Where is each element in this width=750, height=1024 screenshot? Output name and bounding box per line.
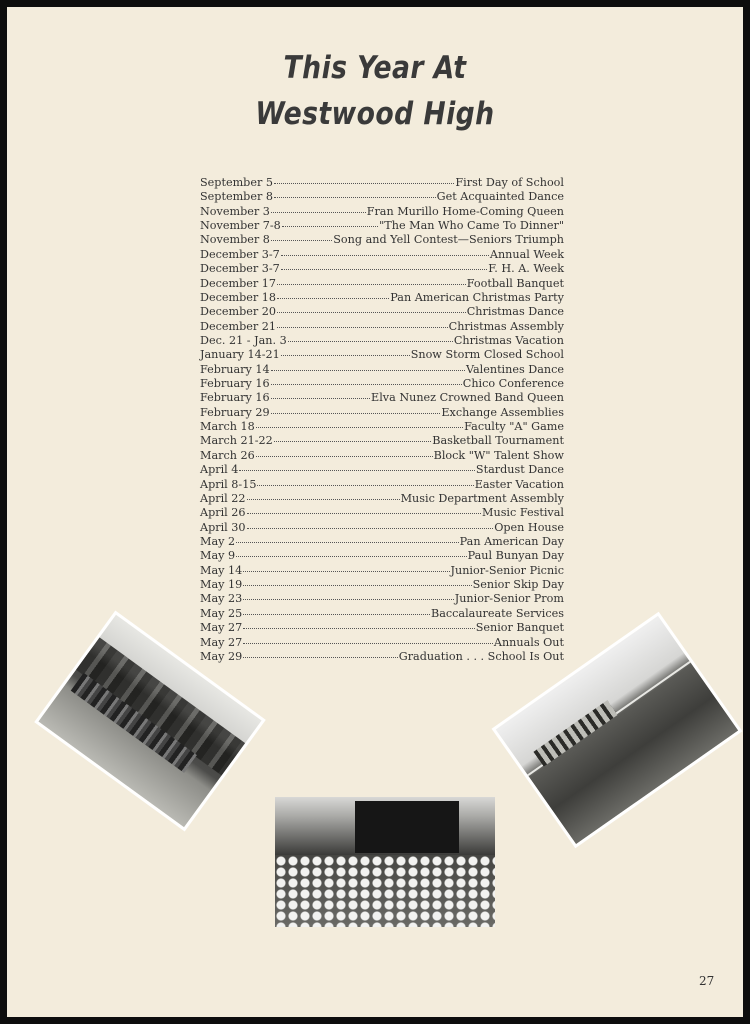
leader-dots	[271, 412, 441, 414]
event-date: February 16	[200, 391, 270, 405]
event-row	[200, 363, 564, 377]
event-row	[200, 334, 564, 348]
event-name: Senior Skip Day	[472, 578, 564, 592]
leader-dots	[271, 239, 332, 241]
leader-dots	[236, 541, 459, 543]
leader-dots	[243, 613, 430, 615]
event-date: March 18	[200, 420, 255, 434]
event-name: Christmas Dance	[466, 305, 564, 319]
event-row	[200, 190, 564, 204]
event-date: May 2	[200, 534, 236, 548]
title-line-1: This Year At	[283, 50, 467, 86]
event-name: Chico Conference	[462, 377, 564, 391]
leader-dots	[271, 369, 465, 371]
event-date: May 23	[200, 592, 243, 606]
leader-dots	[271, 397, 370, 399]
event-row	[200, 176, 564, 190]
event-name: Senior Banquet	[475, 621, 564, 635]
leader-dots	[282, 225, 378, 227]
event-row	[200, 205, 564, 219]
event-name: Junior-Senior Picnic	[450, 563, 564, 577]
event-row	[200, 449, 564, 463]
event-name: Snow Storm Closed School	[410, 348, 564, 362]
event-name: Music Department Assembly	[400, 491, 564, 505]
event-row	[200, 636, 564, 650]
leader-dots	[277, 311, 466, 313]
event-name: Pan American Day	[459, 534, 564, 548]
event-name: Music Festival	[482, 506, 564, 520]
event-row	[200, 277, 564, 291]
leader-dots	[257, 484, 473, 486]
event-name: Christmas Assembly	[448, 319, 564, 333]
leader-dots	[281, 354, 410, 356]
event-date: March 26	[200, 448, 255, 462]
event-date: May 19	[200, 578, 243, 592]
leader-dots	[277, 326, 448, 328]
event-date: December 3-7	[200, 247, 280, 261]
leader-dots	[243, 598, 453, 600]
leader-dots	[239, 469, 475, 471]
event-name: Christmas Vacation	[453, 333, 564, 347]
event-name: Annual Week	[489, 247, 564, 261]
event-date: November 3	[200, 204, 270, 218]
events-calendar	[200, 176, 564, 664]
event-row	[200, 291, 564, 305]
event-date: November 8	[200, 233, 270, 247]
event-row	[200, 650, 564, 664]
event-date: April 26	[200, 506, 246, 520]
assembly-photo	[275, 797, 495, 927]
event-date: May 27	[200, 621, 243, 635]
event-name: Elva Nunez Crowned Band Queen	[371, 391, 564, 405]
leader-dots	[247, 527, 494, 529]
event-row	[200, 521, 564, 535]
leader-dots	[243, 570, 449, 572]
event-row	[200, 233, 564, 247]
event-date: September 8	[200, 190, 273, 204]
event-row	[200, 406, 564, 420]
leader-dots	[274, 440, 431, 442]
event-name: Fran Murillo Home-Coming Queen	[366, 204, 564, 218]
event-date: March 21-22	[200, 434, 273, 448]
event-date: May 9	[200, 549, 236, 563]
event-row	[200, 549, 564, 563]
event-name: Faculty "A" Game	[464, 420, 564, 434]
leader-dots	[281, 254, 489, 256]
event-row	[200, 535, 564, 549]
event-date: May 27	[200, 635, 243, 649]
leader-dots	[236, 555, 466, 557]
event-row	[200, 420, 564, 434]
event-name: Football Banquet	[466, 276, 564, 290]
event-row	[200, 621, 564, 635]
event-row	[200, 219, 564, 233]
event-date: May 29	[200, 649, 243, 663]
event-date: December 18	[200, 290, 277, 304]
leader-dots	[288, 340, 453, 342]
yearbook-page	[7, 7, 743, 1017]
event-name: "The Man Who Came To Dinner"	[379, 219, 564, 233]
leader-dots	[271, 383, 462, 385]
event-row	[200, 492, 564, 506]
page-title	[59, 45, 692, 137]
leader-dots	[277, 297, 389, 299]
event-name: Graduation . . . School Is Out	[398, 649, 564, 663]
event-name: Junior-Senior Prom	[454, 592, 564, 606]
event-date: May 14	[200, 563, 243, 577]
leader-dots	[247, 512, 481, 514]
event-name: Paul Bunyan Day	[467, 549, 564, 563]
event-row	[200, 305, 564, 319]
event-name: Block "W" Talent Show	[433, 448, 564, 462]
event-name: F. H. A. Week	[488, 262, 564, 276]
leader-dots	[243, 584, 471, 586]
event-row	[200, 248, 564, 262]
event-name: Stardust Dance	[475, 463, 564, 477]
event-row	[200, 578, 564, 592]
event-date: April 8-15	[200, 477, 257, 491]
event-row	[200, 564, 564, 578]
event-name: Valentines Dance	[465, 362, 564, 376]
event-date: December 20	[200, 305, 277, 319]
event-date: September 5	[200, 176, 273, 189]
event-row	[200, 320, 564, 334]
leader-dots	[274, 182, 454, 184]
event-date: November 7-8	[200, 219, 281, 233]
event-row	[200, 262, 564, 276]
event-date: February 16	[200, 377, 270, 391]
leader-dots	[271, 211, 366, 213]
event-name: Pan American Christmas Party	[390, 290, 564, 304]
event-date: February 14	[200, 362, 270, 376]
event-date: April 4	[200, 463, 239, 477]
event-date: January 14-21	[200, 348, 280, 362]
event-row	[200, 434, 564, 448]
event-row	[200, 391, 564, 405]
leader-dots	[274, 196, 436, 198]
event-name: Basketball Tournament	[432, 434, 564, 448]
event-row	[200, 463, 564, 477]
page-number: 27	[699, 974, 715, 988]
event-row	[200, 592, 564, 606]
event-name: Easter Vacation	[474, 477, 564, 491]
leader-dots	[243, 642, 493, 644]
event-date: April 30	[200, 520, 246, 534]
event-name: Get Acquainted Dance	[436, 190, 564, 204]
leader-dots	[247, 498, 400, 500]
leader-dots	[256, 426, 463, 428]
event-name: Open House	[494, 520, 564, 534]
event-date: December 17	[200, 276, 277, 290]
event-date: May 25	[200, 606, 243, 620]
event-date: Dec. 21 - Jan. 3	[200, 333, 287, 347]
event-row	[200, 607, 564, 621]
event-date: December 21	[200, 319, 277, 333]
event-name: Annuals Out	[493, 635, 564, 649]
event-row	[200, 506, 564, 520]
leader-dots	[243, 656, 398, 658]
event-name: First Day of School	[455, 176, 564, 189]
leader-dots	[256, 455, 433, 457]
event-date: December 3-7	[200, 262, 280, 276]
leader-dots	[281, 268, 487, 270]
leader-dots	[243, 627, 474, 629]
event-date: April 22	[200, 491, 246, 505]
title-line-2: Westwood High	[255, 96, 495, 132]
event-name: Song and Yell Contest—Seniors Triumph	[333, 233, 564, 247]
event-date: February 29	[200, 405, 270, 419]
event-name: Baccalaureate Services	[430, 606, 564, 620]
leader-dots	[277, 283, 466, 285]
event-row	[200, 348, 564, 362]
event-row	[200, 377, 564, 391]
event-name: Exchange Assemblies	[441, 405, 564, 419]
event-row	[200, 478, 564, 492]
